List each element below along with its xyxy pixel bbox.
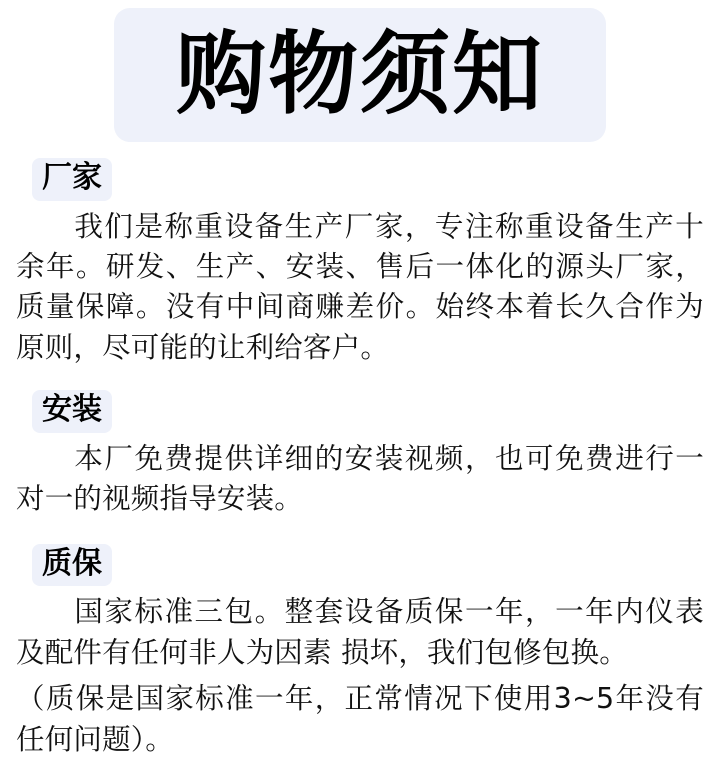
section-heading-installation: 安装 [32,390,112,433]
section-body-installation [16,439,704,520]
section-body-manufacturer [16,207,704,369]
section-body-warranty-text-line2: （质保是国家标准一年，正常情况下使用3~5年没有任何问题）。 [16,682,704,756]
section-heading-warranty: 质保 [32,544,112,587]
section-heading-manufacturer: 厂家 [32,158,112,201]
section-body-warranty-note [16,679,704,760]
section-manufacturer [14,158,706,368]
section-warranty [14,544,706,760]
section-body-manufacturer-text: 我们是称重设备生产厂家，专注称重设备生产十余年。研发、生产、安装、售后一体化的源头厂家，质量保障。没有中间商赚差价。始终本着长久合作为原则，尽可能的让利给客户。 [16,209,704,364]
section-body-warranty [16,592,704,673]
section-body-installation-text: 本厂免费提供详细的安装视频，也可免费进行一对一的视频指导安装。 [16,441,704,516]
title-banner [114,8,606,142]
shopping-notice-page [0,8,720,756]
section-installation [14,390,706,519]
page-title: 购物须知 [176,22,544,127]
section-body-warranty-text-line1: 国家标准三包。整套设备质保一年，一年内仪表及配件有任何非人为因素 损坏，我们包修包换。 [16,595,704,669]
